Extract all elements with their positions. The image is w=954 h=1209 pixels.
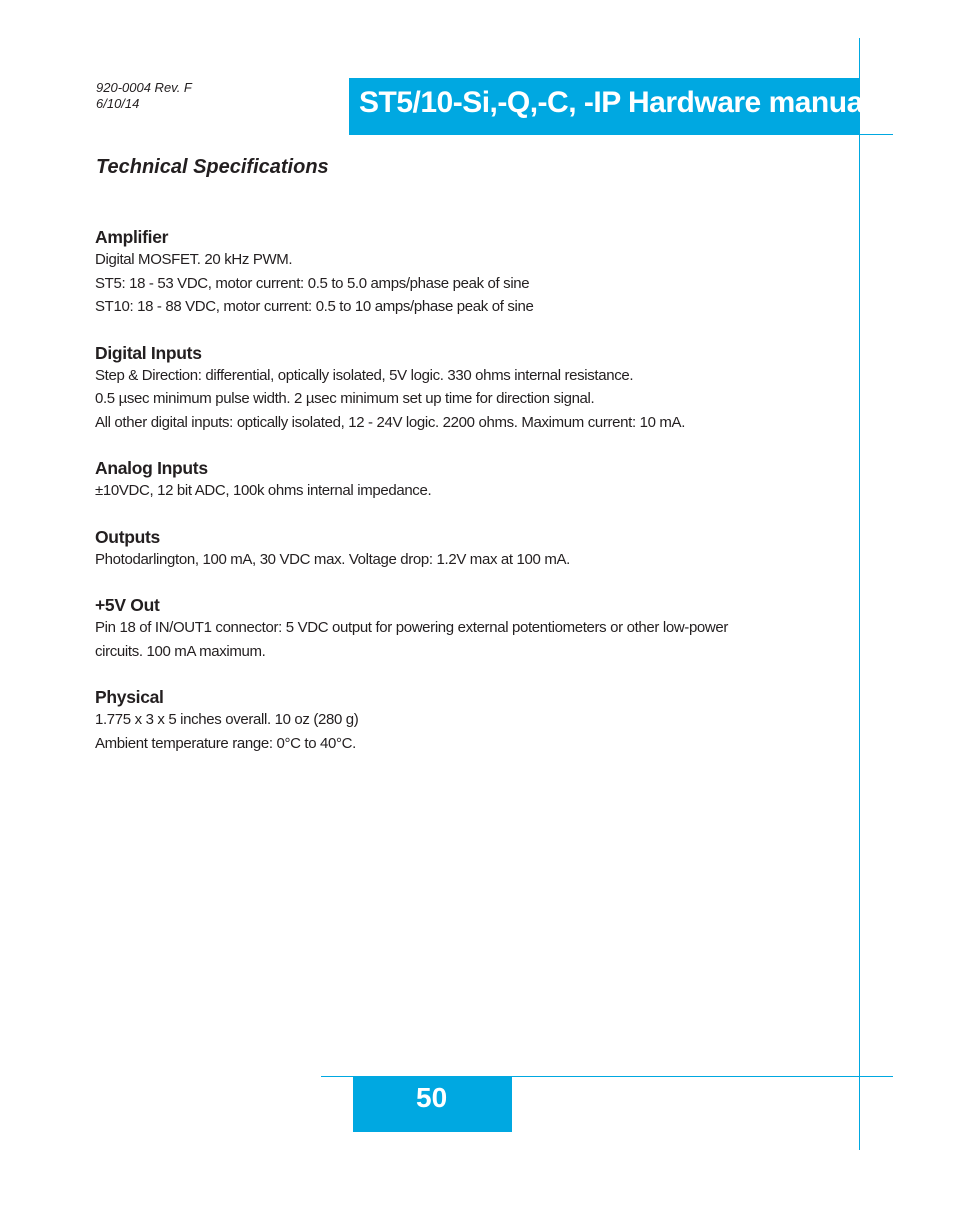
spec-title: Physical	[95, 687, 164, 707]
spec-line: 1.775 x 3 x 5 inches overall. 10 oz (280 g)	[95, 711, 359, 728]
spec-line: Digital MOSFET. 20 kHz PWM.	[95, 251, 293, 268]
document-meta	[96, 80, 192, 112]
page-number-box	[353, 1077, 512, 1132]
spec-line: Pin 18 of IN/OUT1 connector: 5 VDC output for powering external potentiometers or other low-power	[95, 619, 729, 636]
spec-outputs	[95, 526, 795, 572]
section-heading: Technical Specifications	[96, 156, 329, 178]
header-rule	[349, 134, 893, 135]
manual-title: ST5/10-Si,-Q,-C, -IP Hardware manual	[359, 86, 871, 119]
spec-amplifier	[95, 226, 795, 319]
spec-title: Digital Inputs	[95, 342, 202, 363]
spec-line: circuits. 100 mA maximum.	[95, 642, 266, 660]
document-date: 6/10/14	[96, 96, 140, 111]
spec-analog-inputs	[95, 457, 795, 503]
spec-line: All other digital inputs: optically isolated, 12 - 24V logic. 2200 ohms. Maximum current: 10 mA.	[95, 413, 686, 431]
page-number: 50	[416, 1082, 448, 1113]
spec-digital-inputs	[95, 342, 795, 435]
spec-line: Ambient temperature range: 0°C to 40°C.	[95, 734, 356, 752]
spec-line: ST10: 18 - 88 VDC, motor current: 0.5 to 10 amps/phase peak of sine	[95, 298, 534, 315]
spec-line: ST5: 18 - 53 VDC, motor current: 0.5 to 5.0 amps/phase peak of sine	[95, 274, 530, 292]
title-bar	[349, 78, 871, 134]
spec-title: +5V Out	[95, 595, 160, 615]
spec-line: Photodarlington, 100 mA, 30 VDC max. Voltage drop: 1.2V max at 100 mA.	[95, 550, 570, 568]
spec-line: Step & Direction: differential, optically isolated, 5V logic. 330 ohms internal resistance.	[95, 366, 634, 384]
spec-list	[95, 226, 795, 778]
spec-title: Analog Inputs	[95, 458, 208, 478]
spec-physical	[95, 686, 795, 755]
vertical-rule	[859, 38, 860, 1150]
document-number: 920-0004 Rev. F	[96, 80, 192, 95]
spec-title: Amplifier	[95, 227, 169, 247]
spec-title: Outputs	[95, 526, 160, 547]
spec-5v-out	[95, 594, 795, 663]
spec-line: 0.5 µsec minimum pulse width. 2 µsec minimum set up time for direction signal.	[95, 390, 595, 407]
spec-line: ±10VDC, 12 bit ADC, 100k ohms internal impedance.	[95, 482, 432, 499]
